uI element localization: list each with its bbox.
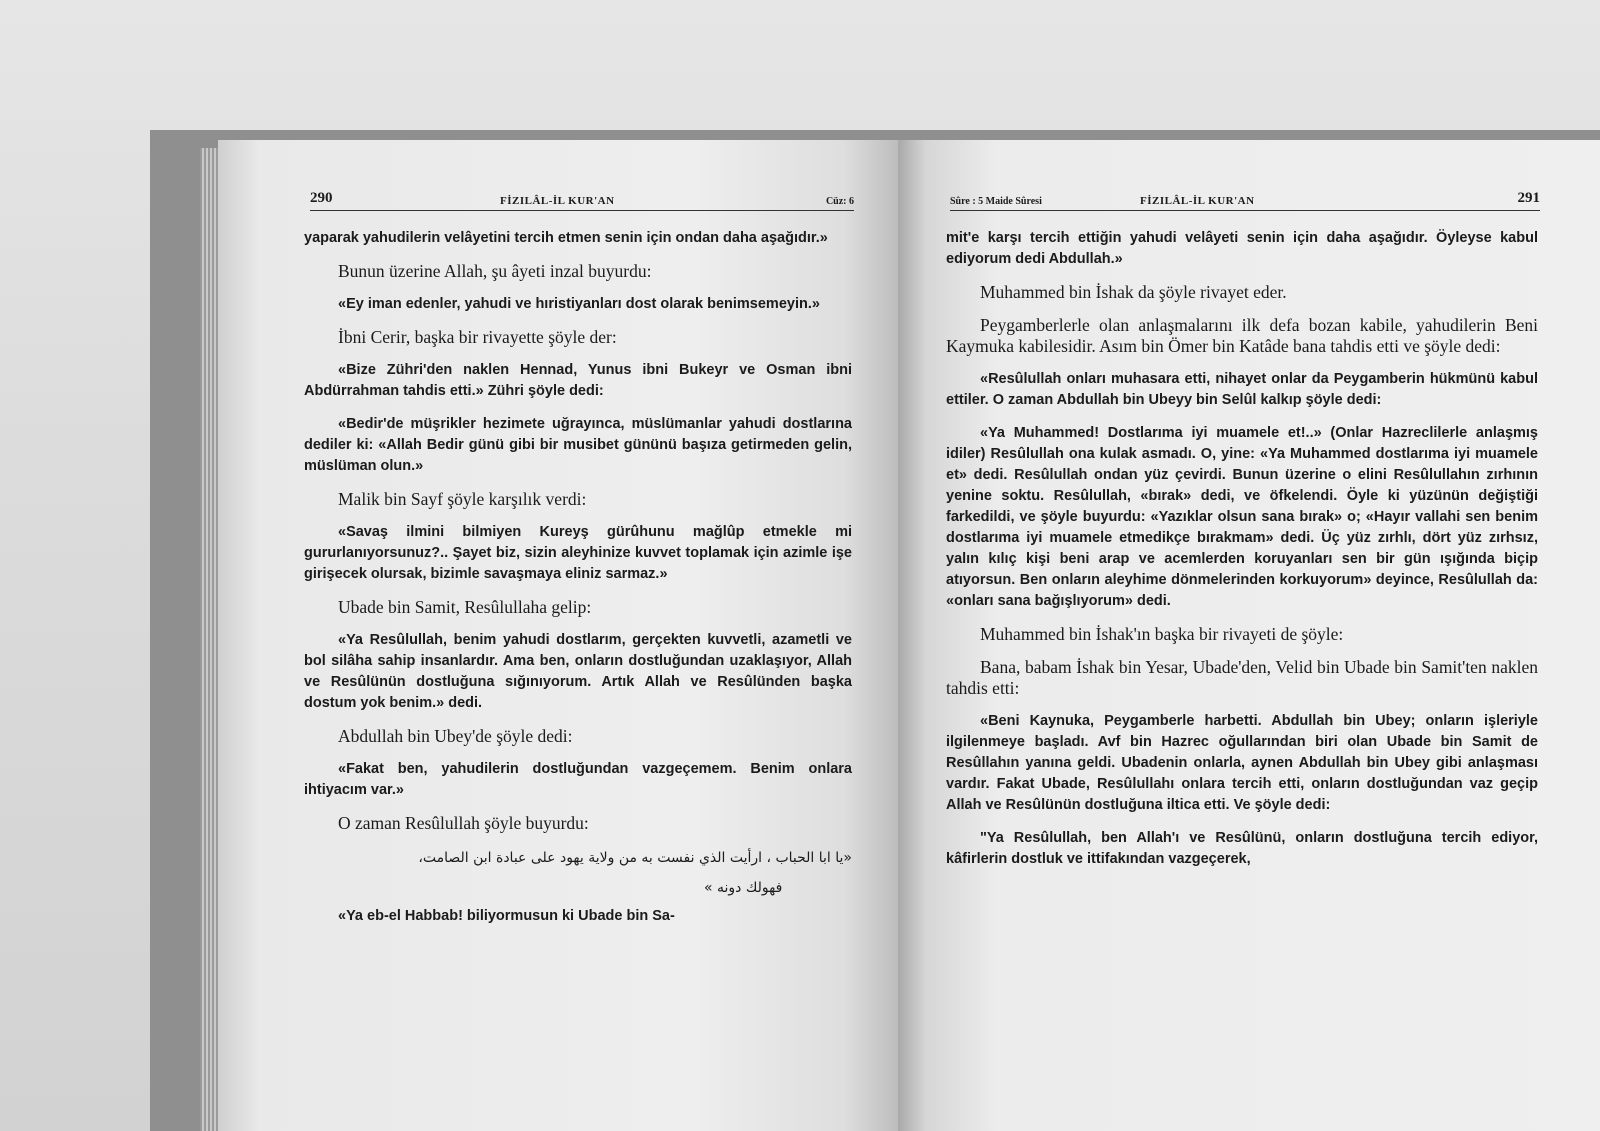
part-label: Cüz: 6 <box>825 196 854 207</box>
right-page-header <box>950 188 1540 211</box>
paragraph: «Bize Zühri'den naklen Hennad, Yunus ibni Bukeyr ve Osman ibni Abdürrahman tahdis etti.» Zühri şöyle dedi: <box>304 362 852 399</box>
paragraph: Ubade bin Samit, Resûlullaha gelip: <box>338 597 592 617</box>
paragraph: Muhammed bin İshak da şöyle rivayet eder. <box>980 282 1287 302</box>
paragraph: «Ya Resûlullah, benim yahudi dostlarım, gerçekten kuvvetli, azametli ve bol silâha sahip insanlardır. Ama ben, onların dostluğundan uzaklaşıyor, Allah ve Resûlünün dostluğuna sığınıyorum. Artık Allah ve Resûlünden başka dostum yok benim.» dedi. <box>304 632 852 711</box>
page-number: 291 <box>1517 190 1540 206</box>
paragraph: mit'e karşı tercih ettiğin yahudi velâyeti senin için daha aşağıdır. Öyleyse kabul ediyorum dedi Abdullah.» <box>946 230 1538 267</box>
paragraph: "Ya Resûlullah, ben Allah'ı ve Resûlünü, onların dostluğuna tercih ediyor, kâfirlerin dostluk ve ittifakından vazgeçerek, <box>946 830 1538 867</box>
paragraph: Abdullah bin Ubey'de şöyle dedi: <box>338 726 573 746</box>
left-page-body <box>304 228 852 939</box>
page-number: 290 <box>310 190 333 206</box>
paragraph: «Fakat ben, yahudilerin dostluğundan vazgeçemem. Benim onlara ihtiyacım var.» <box>304 761 852 798</box>
sura-label: Sûre : 5 Maide Sûresi <box>950 196 1042 207</box>
running-title: FİZILÂL-İL KUR'AN <box>1140 195 1255 207</box>
paragraph: O zaman Resûlullah şöyle buyurdu: <box>338 813 589 833</box>
paragraph: «Ya Muhammed! Dostlarıma iyi muamele et!..» (Onlar Hazreclilerle anlaşmış idiler) Resûlullah ona kulak asmadı. O, yine: «Ya Muhammed dostlarıma iyi muamele et» dedi. Resûlullah ondan yüz çevirdi. Bunun üzerine o elini Resûlullahın zırhının yenine soktu. Resûlullah, «bırak» dedi, ve öfkelendi. Öyle ki yüzünün değiştiği farkedildi, ve şöyle buyurdu: «Yazıklar olsun sana bırak» o; «Hayır vallahi sen benim dostlarıma iyi muamele etmedikçe bırakmam» dedi. Üç yüz zırhlı, dört yüz zırhsız, yalın kılıç kişi beni arap ve acemlerden koruyanları sen bir gün ışığında biçip atıyorsun. Ben onların aleyhime dönmelerinden korkuyorum» deyince, Resûlullah da: «onları sana bağışlıyorum» dedi. <box>946 425 1538 609</box>
left-page <box>218 140 898 1131</box>
paragraph: «Ya eb-el Habbab! biliyormusun ki Ubade bin Sa- <box>338 908 675 924</box>
paragraph: İbni Cerir, başka bir rivayette şöyle der: <box>338 327 617 347</box>
right-page <box>898 140 1600 1131</box>
left-page-header <box>310 188 854 211</box>
paragraph: «Savaş ilmini bilmiyen Kureyş gürûhunu mağlûp etmekle mi gururlanıyorsunuz?.. Şayet biz, sizin aleyhinize kuvvet toplamak için azimle işe girişecek olursak, bizimle savaşmaya eliniz sarmaz.» <box>304 524 852 582</box>
paragraph: «Beni Kaynuka, Peygamberle harbetti. Abdullah bin Ubey; onların işleriyle ilgilenmeye başladı. Avf bin Hazrec oğullarından biri olan Ubade bin Samit de Resûllahın yanına geldi. Ubadenin onlarla, aynen Abdullah bin Ubey gibi anlaşması vardır. Fakat Ubade, Resûlullahı onlara tercih etti, onların dostluğundan vaz geçip Allah ve Resûlünün dostluğuna iltica etti. Ve şöyle dedi: <box>946 713 1538 813</box>
paragraph: yaparak yahudilerin velâyetini tercih etmen senin için ondan daha aşağıdır.» <box>304 230 828 246</box>
paragraph: Bana, babam İshak bin Yesar, Ubade'den, Velid bin Ubade bin Samit'ten naklen tahdis etti: <box>946 657 1538 698</box>
paragraph: «Ey iman edenler, yahudi ve hıristiyanları dost olarak benimsemeyin.» <box>338 296 820 312</box>
arabic-verse-continuation: فهولك دونه » <box>704 880 783 896</box>
paragraph: Muhammed bin İshak'ın başka bir rivayeti de şöyle: <box>980 624 1344 644</box>
paragraph: «Bedir'de müşrikler hezimete uğrayınca, müslümanlar yahudi dostlarına dediler ki: «Allah Bedir günü gibi bir musibet gününü başıza getirmeden gelin, müslüman olun.» <box>304 416 852 474</box>
paragraph: «Resûlullah onları muhasara etti, nihayet onlar da Peygamberin hükmünü kabul ettiler. O zaman Abdullah bin Ubeyy bin Selûl kalkıp şöyle dedi: <box>946 371 1538 408</box>
arabic-verse: «يا ابا الحباب ، ارأيت الذي نفست به من ولاية يهود على عبادة ابن الصامت، <box>418 850 852 866</box>
right-page-body <box>946 228 1538 882</box>
paragraph: Bunun üzerine Allah, şu âyeti inzal buyurdu: <box>338 261 652 281</box>
paragraph: Peygamberlerle olan anlaşmalarını ilk defa bozan kabile, yahudilerin Beni Kaymuka kabilesidir. Asım bin Ömer bin Katâde bana tahdis etti ve şöyle dedi: <box>946 315 1538 356</box>
running-title: FİZILÂL-İL KUR'AN <box>500 195 615 207</box>
paragraph: Malik bin Sayf şöyle karşılık verdi: <box>338 489 587 509</box>
